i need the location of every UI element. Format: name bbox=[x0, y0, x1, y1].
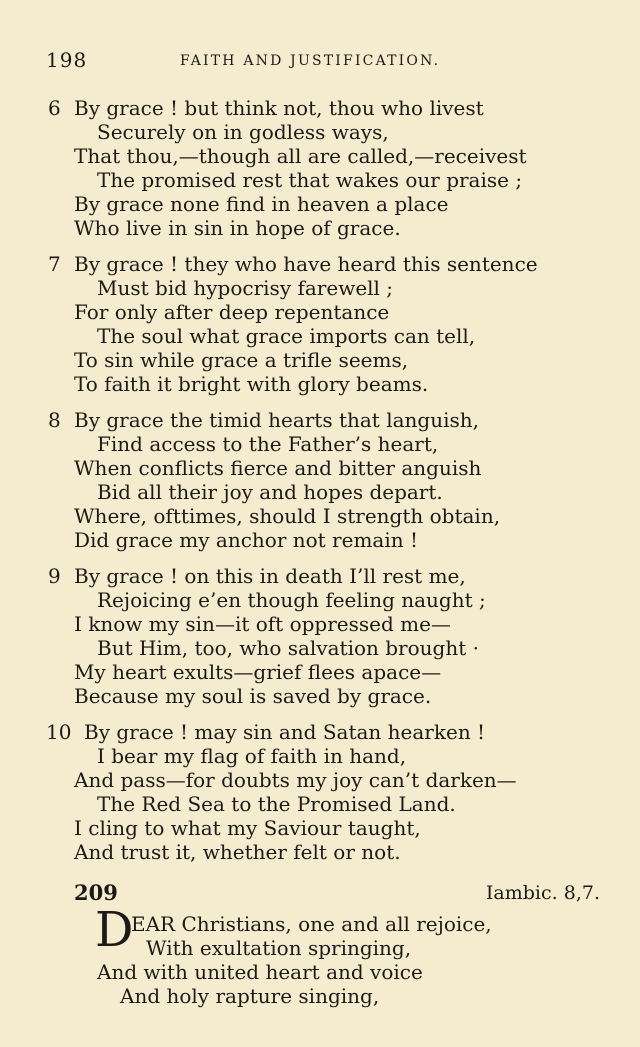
verse-line: By grace the timid hearts that languish, bbox=[74, 408, 479, 432]
verse-line: I know my sin—it oft oppressed me— bbox=[74, 612, 451, 636]
verse-line: Securely on in godless ways, bbox=[97, 120, 389, 144]
verse-line: Where, ofttimes, should I strength obtain, bbox=[74, 504, 501, 528]
verse-line: Rejoicing e’en though feeling naught ; bbox=[97, 588, 486, 612]
verse-line: Must bid hypocrisy farewell ; bbox=[97, 276, 394, 300]
verse-line: To sin while grace a trifle seems, bbox=[74, 348, 409, 372]
verse-line: Did grace my anchor not remain ! bbox=[74, 528, 419, 552]
verse-number: 6 bbox=[48, 96, 61, 120]
verse-line: By grace none find in heaven a place bbox=[74, 192, 449, 216]
page-number: 198 bbox=[46, 48, 88, 72]
verse-number: 8 bbox=[48, 408, 61, 432]
verse-line: Who live in sin in hope of grace. bbox=[74, 216, 401, 240]
verse-line: I cling to what my Saviour taught, bbox=[74, 816, 421, 840]
drop-cap: D bbox=[95, 902, 134, 958]
verse-line: To faith it bright with glory beams. bbox=[74, 372, 429, 396]
verse-line: Find access to the Father’s heart, bbox=[97, 432, 439, 456]
hymn-line: With exultation springing, bbox=[146, 936, 412, 960]
verse-line: And trust it, whether felt or not. bbox=[74, 840, 401, 864]
verse-line: That thou,—though all are called,—receivest bbox=[74, 144, 527, 168]
hymn-meter: Iambic. 8,7. bbox=[485, 882, 600, 904]
verse-number: 7 bbox=[48, 252, 61, 276]
verse-line: When conflicts fierce and bitter anguish bbox=[74, 456, 482, 480]
verse-line: By grace ! may sin and Satan hearken ! bbox=[84, 720, 486, 744]
verse-line: The Red Sea to the Promised Land. bbox=[97, 792, 456, 816]
running-head: FAITH AND JUSTIFICATION. bbox=[180, 53, 441, 69]
verse-line: Bid all their joy and hopes depart. bbox=[97, 480, 443, 504]
hymn-line: And holy rapture singing, bbox=[120, 984, 380, 1008]
hymn-line: EAR Christians, one and all rejoice, bbox=[131, 912, 492, 936]
verse-line: My heart exults—grief flees apace— bbox=[74, 660, 442, 684]
page-header bbox=[46, 48, 506, 72]
verse-number: 9 bbox=[48, 564, 61, 588]
verse-line: I bear my flag of faith in hand, bbox=[97, 744, 407, 768]
hymn-number: 209 bbox=[74, 880, 118, 905]
verse-number: 10 bbox=[46, 720, 72, 744]
verse-line: By grace ! but think not, thou who livest bbox=[74, 96, 484, 120]
verse-line: The promised rest that wakes our praise ; bbox=[97, 168, 523, 192]
verse-line: The soul what grace imports can tell, bbox=[97, 324, 476, 348]
verse-line: And pass—for doubts my joy can’t darken— bbox=[74, 768, 517, 792]
verse-line: By grace ! on this in death I’ll rest me, bbox=[74, 564, 466, 588]
verse-line: For only after deep repentance bbox=[74, 300, 390, 324]
hymn-line: And with united heart and voice bbox=[97, 960, 423, 984]
verse-line: By grace ! they who have heard this sentence bbox=[74, 252, 538, 276]
verse-line: Because my soul is saved by grace. bbox=[74, 684, 432, 708]
verse-line: But Him, too, who salvation brought · bbox=[97, 636, 479, 660]
